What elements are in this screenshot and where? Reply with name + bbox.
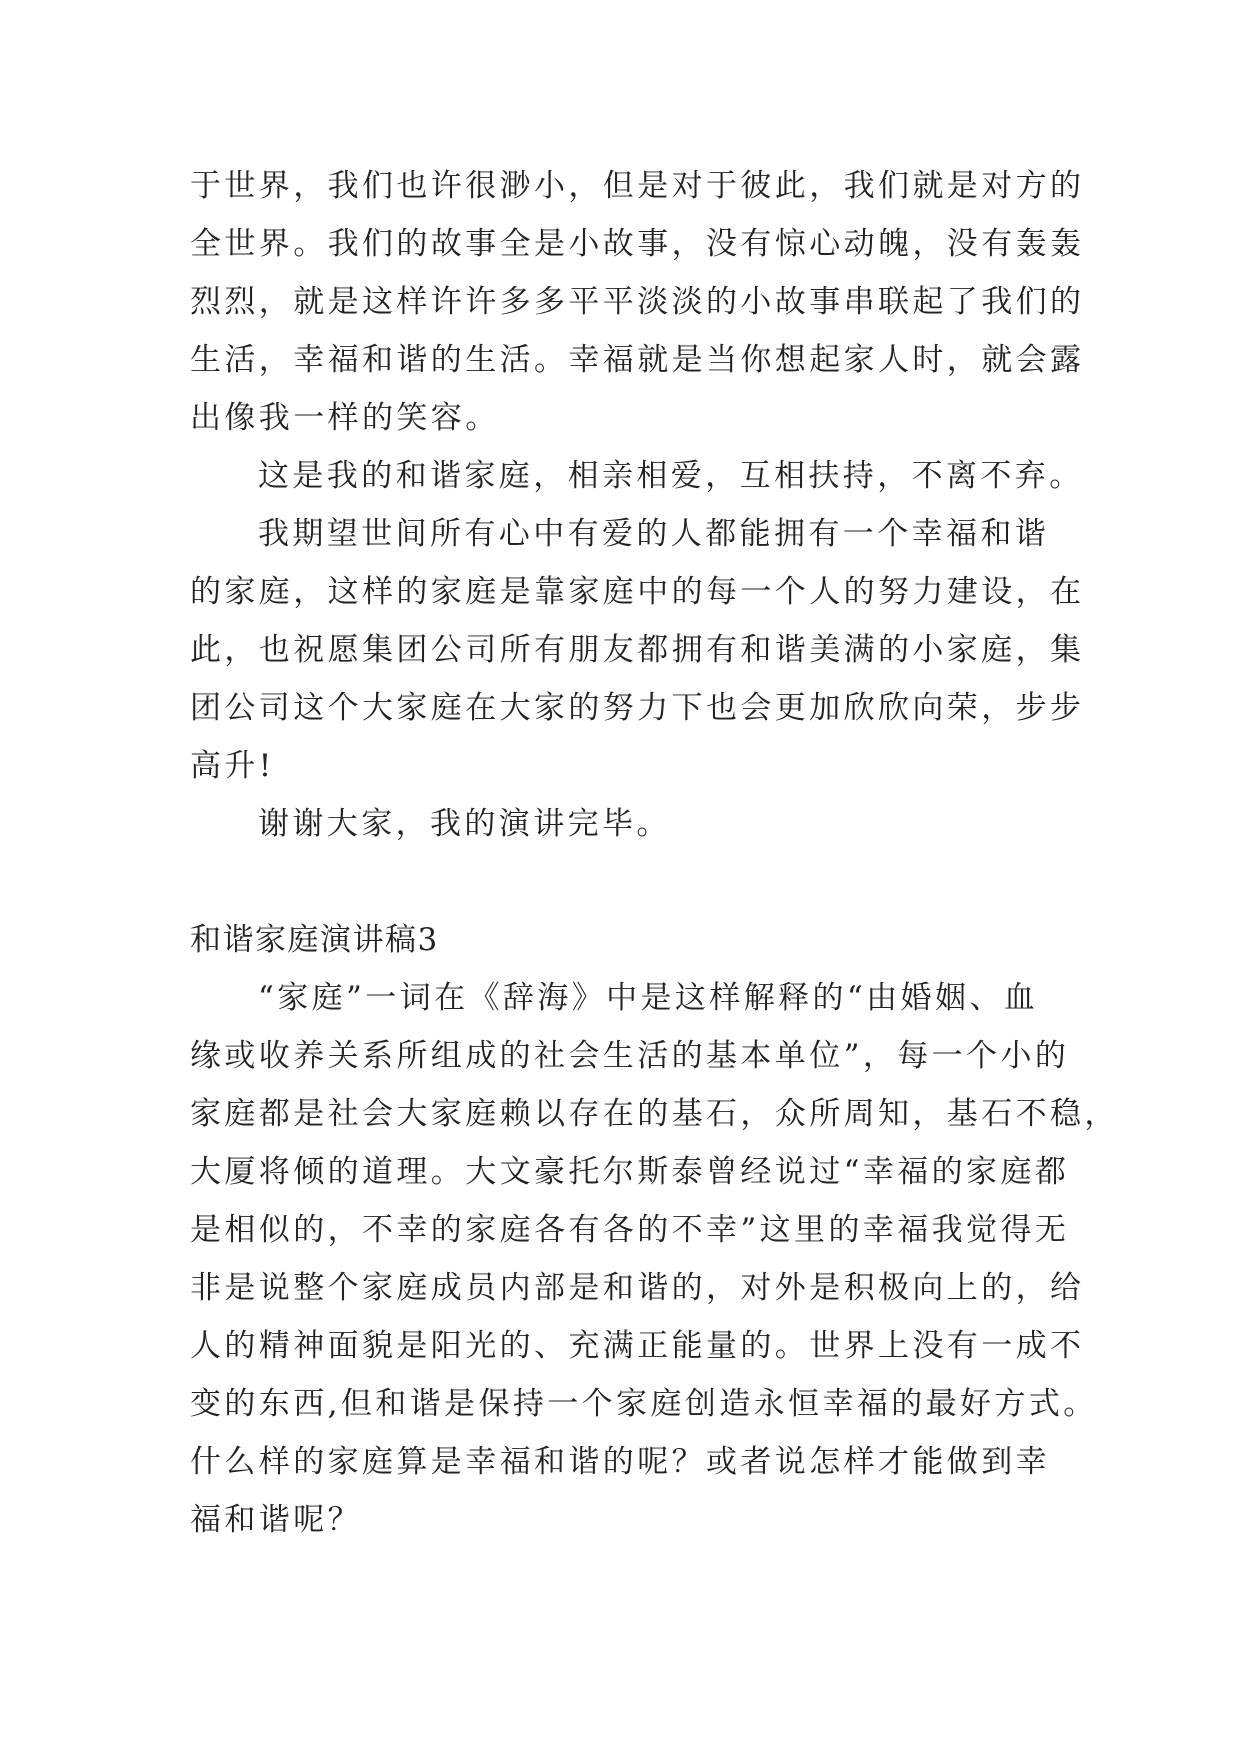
paragraph-4-line-1: 谢谢大家，我的演讲完毕。 [258,806,671,842]
paragraph-3-line-5: 高升! [190,748,275,784]
paragraph-3-line-2: 的家庭，这样的家庭是靠家庭中的每一个人的努力建设，在 [190,574,1085,610]
paragraph-5-line-3: 家庭都是社会大家庭赖以存在的基石，众所周知，基石不稳， [190,1096,1119,1132]
paragraph-1-line-5: 出像我一样的笑容。 [190,400,500,436]
paragraph-2-line-1: 这是我的和谐家庭，相亲相爱，互相扶持，不离不弃。 [258,458,1084,494]
paragraph-5-line-9: 什么样的家庭算是幸福和谐的呢？或者说怎样才能做到幸 [190,1444,1050,1480]
paragraph-1-line-3: 烈烈，就是这样许许多多平平淡淡的小故事串联起了我们的 [190,284,1085,320]
paragraph-5-line-5: 是相似的，不幸的家庭各有各的不幸”这里的幸福我觉得无 [190,1212,1070,1248]
paragraph-5-line-7: 人的精神面貌是阳光的、充满正能量的。世界上没有一成不 [190,1328,1085,1364]
paragraph-3-line-3: 此，也祝愿集团公司所有朋友都拥有和谐美满的小家庭，集 [190,632,1085,668]
paragraph-5-line-6: 非是说整个家庭成员内部是和谐的，对外是积极向上的，给 [190,1270,1085,1306]
paragraph-1-line-4: 生活，幸福和谐的生活。幸福就是当你想起家人时，就会露 [190,342,1085,378]
paragraph-5-line-8: 变的东西,但和谐是保持一个家庭创造永恒幸福的最好方式。 [190,1386,1098,1422]
paragraph-1-line-2: 全世界。我们的故事全是小故事，没有惊心动魄，没有轰轰 [190,226,1085,262]
paragraph-5-line-10: 福和谐呢？ [190,1502,362,1538]
paragraph-5-line-4: 大厦将倾的道理。大文豪托尔斯泰曾经说过“幸福的家庭都 [190,1154,1070,1190]
paragraph-3-line-1: 我期望世间所有心中有爱的人都能拥有一个幸福和谐 [258,516,1050,552]
paragraph-3-line-4: 团公司这个大家庭在大家的努力下也会更加欣欣向荣，步步 [190,690,1085,726]
paragraph-1-line-1: 于世界，我们也许很渺小，但是对于彼此，我们就是对方的 [190,168,1085,204]
section-title: 和谐家庭演讲稿3 [190,922,439,958]
paragraph-5-line-2: 缘或收养关系所组成的社会生活的基本单位”，每一个小的 [190,1038,1070,1074]
paragraph-5-line-1: “家庭”一词在《辞海》中是这样解释的“由婚姻、血 [258,980,1039,1016]
